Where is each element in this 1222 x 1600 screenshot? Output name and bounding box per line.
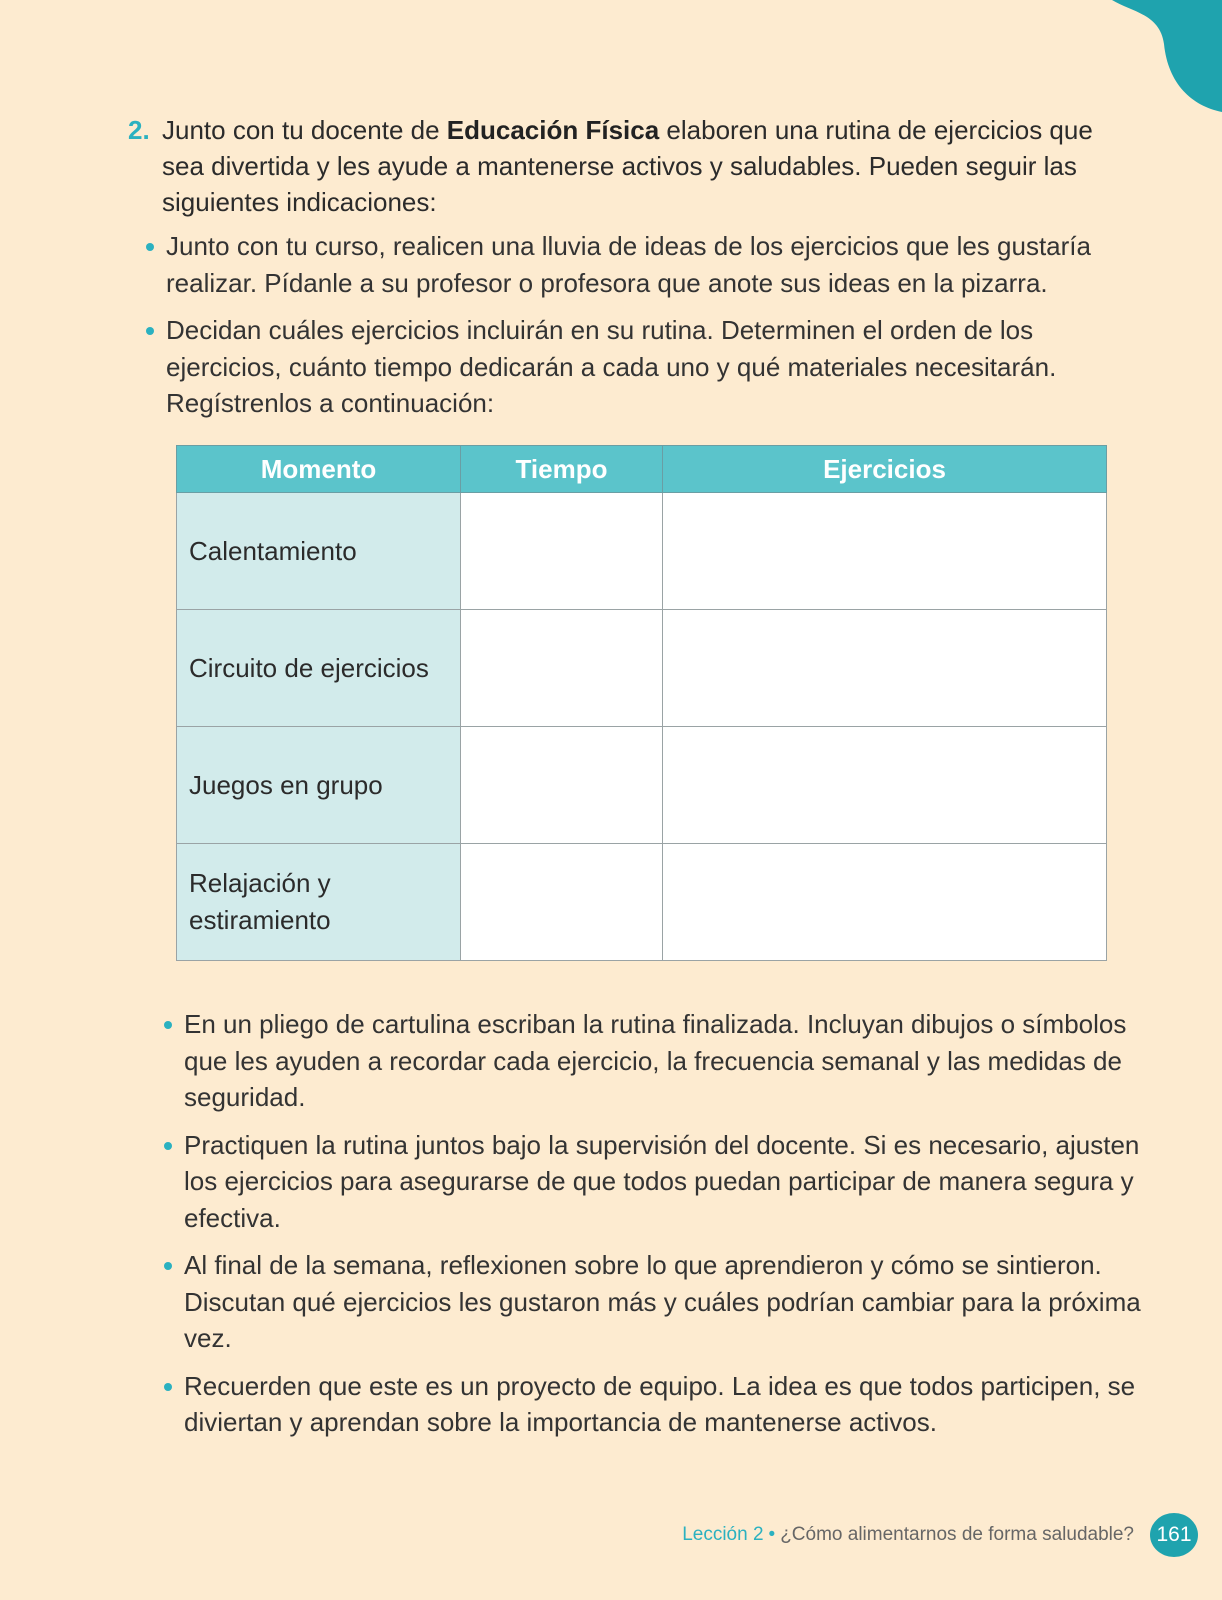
exercises-input-cell[interactable] [663, 727, 1107, 844]
task-intro-start: Junto con tu docente de [162, 115, 447, 145]
moment-cell: Circuito de ejercicios [177, 610, 461, 727]
corner-decoration [1112, 0, 1222, 112]
instruction-item [146, 228, 1108, 301]
exercises-input-cell[interactable] [663, 493, 1107, 610]
instruction-item [164, 1247, 1144, 1357]
bullet-dot-icon [164, 1262, 172, 1270]
moment-cell: Relajación y estiramiento [177, 844, 461, 961]
header-tiempo: Tiempo [461, 446, 663, 493]
instruction-text: Decidan cuáles ejercicios incluirán en su rutina. Determinen el orden de los ejercicios, cuánto tiempo dedicarán a cada uno y qué materiales necesitarán. Regístrenlos a continuación: [166, 315, 1057, 418]
task-intro [162, 112, 1108, 220]
instruction-text: Al final de la semana, reflexionen sobre lo que aprendieron y cómo se sintieron. Discutan qué ejercicios les gustaron más y cuáles podrían cambiar para la próxima vez. [184, 1250, 1141, 1353]
instructions-list-top [128, 228, 1108, 422]
table-row [177, 610, 1107, 727]
page-footer [682, 1513, 1198, 1557]
task-heading [128, 112, 1108, 220]
routine-table [176, 445, 1107, 961]
time-input-cell[interactable] [461, 610, 663, 727]
moment-cell: Calentamiento [177, 493, 461, 610]
instruction-text: En un pliego de cartulina escriban la rutina finalizada. Incluyan dibujos o símbolos que les ayuden a recordar cada ejercicio, la frecuencia semanal y las medidas de seguridad. [184, 1009, 1127, 1112]
moment-cell: Juegos en grupo [177, 727, 461, 844]
time-input-cell[interactable] [461, 727, 663, 844]
instructions-list-bottom [146, 1006, 1144, 1452]
table-row [177, 493, 1107, 610]
instruction-text: Recuerden que este es un proyecto de equipo. La idea es que todos participen, se diviertan y aprendan sobre la importancia de mantenerse activos. [184, 1370, 1136, 1437]
instruction-item [164, 1006, 1144, 1116]
instruction-item [164, 1368, 1144, 1441]
bullet-dot-icon [164, 1021, 172, 1029]
footer-separator: • [768, 1524, 776, 1545]
time-input-cell[interactable] [461, 844, 663, 961]
bullet-dot-icon [146, 327, 154, 335]
instruction-text: Practiquen la rutina juntos bajo la supervisión del docente. Si es necesario, ajusten los ejercicios para asegurarse de que todos puedan participar de manera segura y efectiva. [184, 1129, 1140, 1233]
bullet-dot-icon [164, 1142, 172, 1150]
exercises-input-cell[interactable] [663, 610, 1107, 727]
exercises-input-cell[interactable] [663, 844, 1107, 961]
footer-lesson-title: ¿Cómo alimentarnos de forma saludable? [780, 1524, 1134, 1545]
bullet-dot-icon [164, 1383, 172, 1391]
table-header-row [177, 446, 1107, 493]
task-number: 2. [128, 115, 150, 145]
task-2 [128, 112, 1108, 433]
task-intro-subject: Educación Física [446, 115, 660, 145]
header-momento: Momento [177, 446, 461, 493]
footer-lesson: Lección 2 [682, 1524, 764, 1545]
task-intro-end: elaboren una rutina de ejercicios que sea divertida y les ayude a mantenerse activos y saludables. Pueden seguir las siguientes indicaciones: [162, 115, 1093, 217]
bullet-dot-icon [146, 243, 154, 251]
header-ejercicios: Ejercicios [663, 446, 1107, 493]
page-number-badge: 161 [1150, 1513, 1198, 1557]
instruction-item [164, 1127, 1144, 1237]
instruction-text: Junto con tu curso, realicen una lluvia de ideas de los ejercicios que les gustaría realizar. Pídanle a su profesor o profesora que anote sus ideas en la pizarra. [166, 231, 1091, 298]
time-input-cell[interactable] [461, 493, 663, 610]
instruction-item [146, 312, 1108, 422]
table-row [177, 844, 1107, 961]
table-row [177, 727, 1107, 844]
